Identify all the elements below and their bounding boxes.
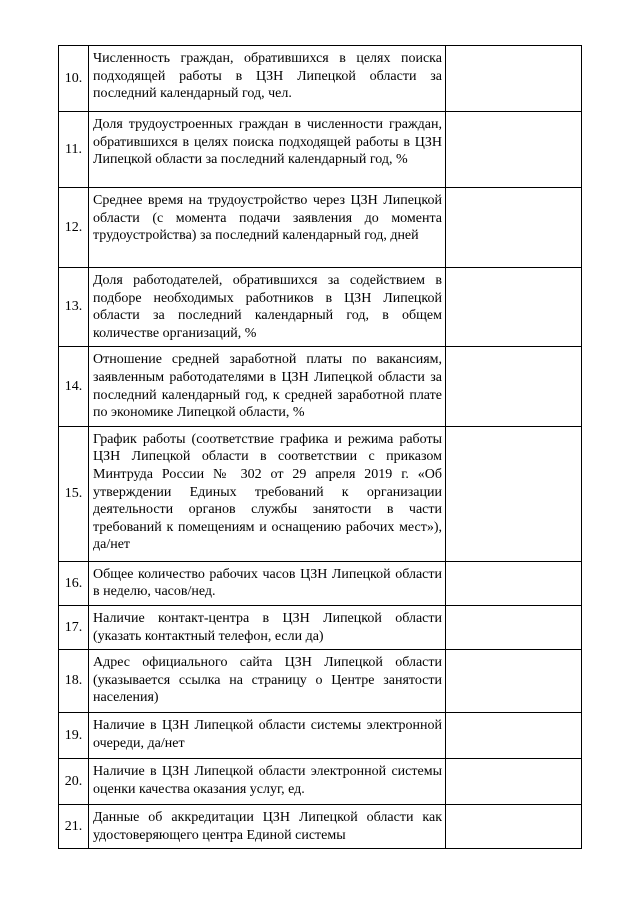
row-indicator-text: График работы (соответствие графика и режима работы ЦЗН Липецкой области в соответствии с приказом Минтруда России № 302 от 29 апреля 2019 г. «Об утверждении Единых требований к организации деятельности органов службы занятости в части требований к помещениям и оснащению рабочих мест»), да/нет	[89, 426, 446, 561]
row-value-cell	[446, 347, 582, 426]
row-indicator-text: Адрес официального сайта ЦЗН Липецкой области (указывается ссылка на страницу о Центре занятости населения)	[89, 650, 446, 713]
row-number: 19.	[59, 713, 89, 759]
table-row	[59, 805, 582, 849]
table-row	[59, 561, 582, 605]
table-row	[59, 112, 582, 188]
table-row	[59, 426, 582, 561]
indicators-table	[58, 45, 582, 849]
row-number: 17.	[59, 605, 89, 649]
row-value-cell	[446, 713, 582, 759]
row-number: 15.	[59, 426, 89, 561]
row-indicator-text: Общее количество рабочих часов ЦЗН Липецкой области в неделю, часов/нед.	[89, 561, 446, 605]
row-value-cell	[446, 605, 582, 649]
row-indicator-text: Данные об аккредитации ЦЗН Липецкой области как удостоверяющего центра Единой системы	[89, 805, 446, 849]
table-row	[59, 759, 582, 805]
row-indicator-text: Доля работодателей, обратившихся за содействием в подборе необходимых работников в ЦЗН Липецкой области за последний календарный год, в общем количестве организаций, %	[89, 268, 446, 347]
table-row	[59, 46, 582, 112]
row-indicator-text: Наличие в ЦЗН Липецкой области системы электронной очереди, да/нет	[89, 713, 446, 759]
row-number: 13.	[59, 268, 89, 347]
row-number: 16.	[59, 561, 89, 605]
row-indicator-text: Наличие контакт-центра в ЦЗН Липецкой области (указать контактный телефон, если да)	[89, 605, 446, 649]
row-value-cell	[446, 805, 582, 849]
row-number: 18.	[59, 650, 89, 713]
row-value-cell	[446, 112, 582, 188]
table-row	[59, 188, 582, 268]
row-number: 11.	[59, 112, 89, 188]
row-number: 12.	[59, 188, 89, 268]
row-value-cell	[446, 650, 582, 713]
row-number: 14.	[59, 347, 89, 426]
row-value-cell	[446, 426, 582, 561]
table-row	[59, 347, 582, 426]
table-row	[59, 268, 582, 347]
row-value-cell	[446, 268, 582, 347]
row-number: 21.	[59, 805, 89, 849]
row-value-cell	[446, 46, 582, 112]
table-row	[59, 650, 582, 713]
row-indicator-text: Численность граждан, обратившихся в целях поиска подходящей работы в ЦЗН Липецкой области за последний календарный год, чел.	[89, 46, 446, 112]
row-indicator-text: Доля трудоустроенных граждан в численности граждан, обратившихся в целях поиска подходящей работы в ЦЗН Липецкой области за последний календарный год, %	[89, 112, 446, 188]
row-value-cell	[446, 188, 582, 268]
row-number: 20.	[59, 759, 89, 805]
table-row	[59, 713, 582, 759]
row-value-cell	[446, 561, 582, 605]
table-row	[59, 605, 582, 649]
row-indicator-text: Отношение средней заработной платы по вакансиям, заявленным работодателями в ЦЗН Липецкой области за последний календарный год, к средней заработной плате по экономике Липецкой области, %	[89, 347, 446, 426]
row-indicator-text: Среднее время на трудоустройство через ЦЗН Липецкой области (с момента подачи заявления до момента трудоустройства) за последний календарный год, дней	[89, 188, 446, 268]
row-number: 10.	[59, 46, 89, 112]
row-value-cell	[446, 759, 582, 805]
row-indicator-text: Наличие в ЦЗН Липецкой области электронной системы оценки качества оказания услуг, ед.	[89, 759, 446, 805]
